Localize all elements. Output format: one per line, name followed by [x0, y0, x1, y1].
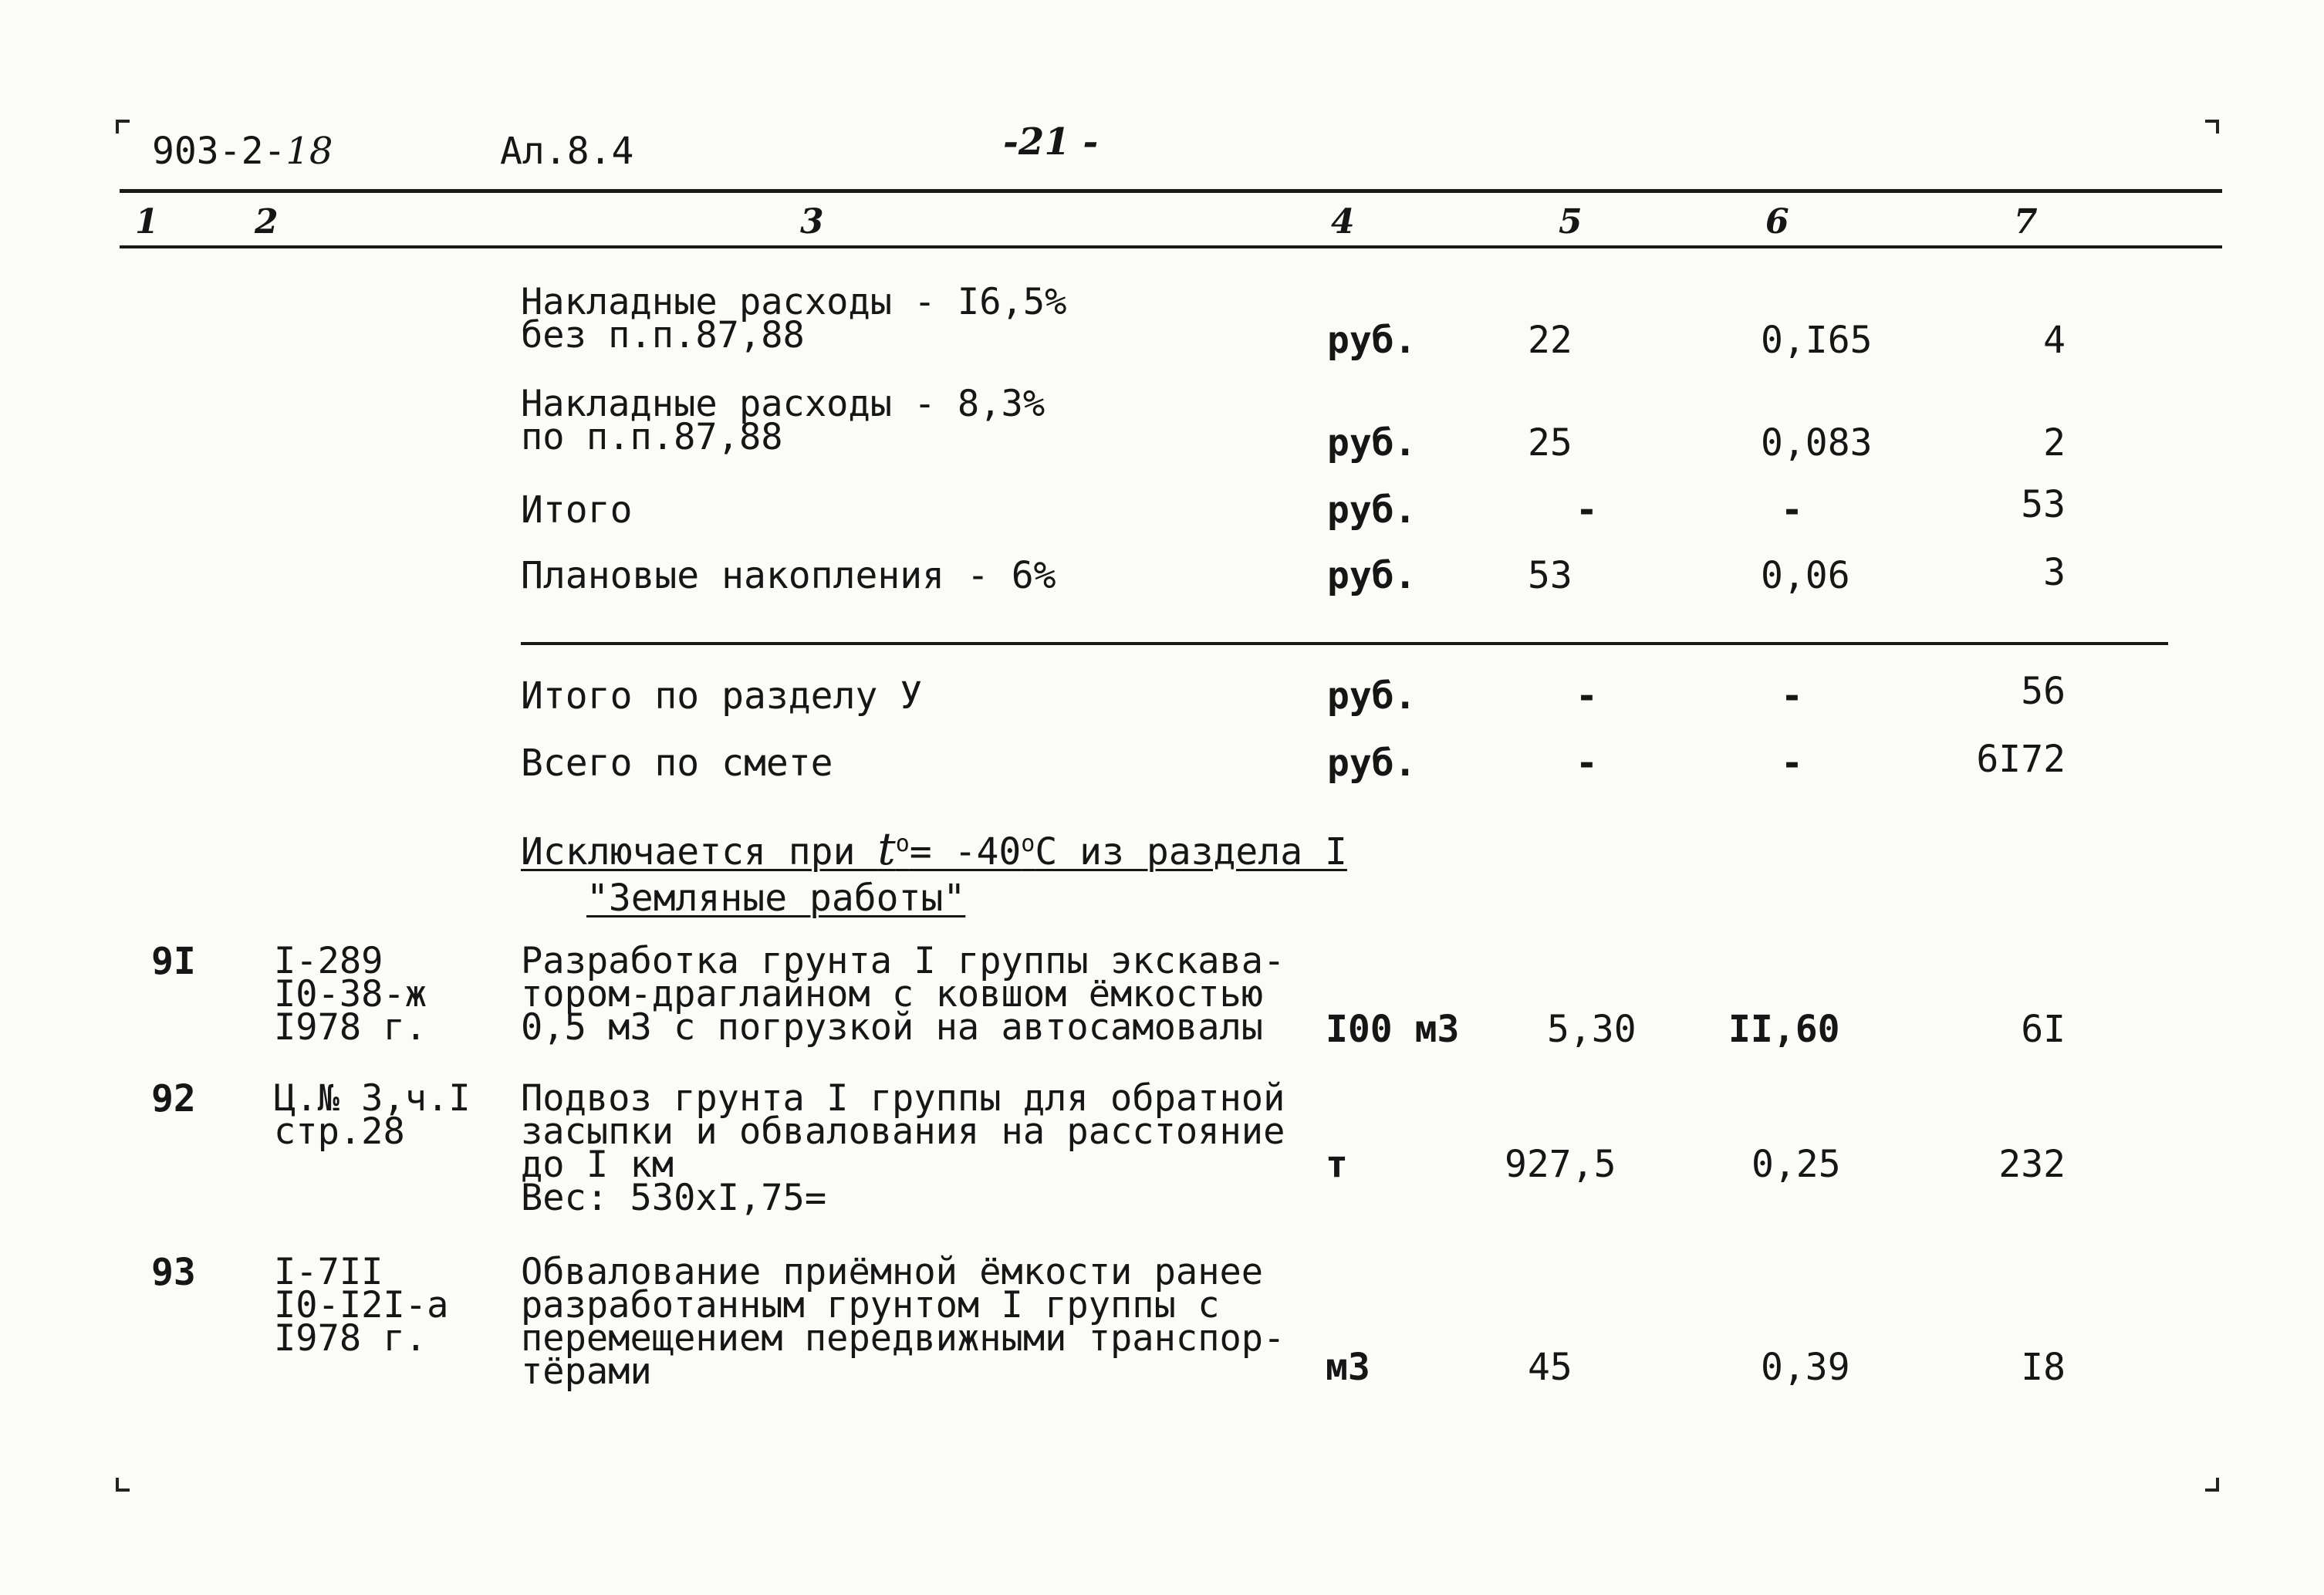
subtotal-rule [521, 642, 2168, 645]
header-rule-bottom [120, 245, 2222, 248]
item-price: 0,25 [1751, 1143, 1841, 1186]
row-unit: руб. [1327, 421, 1417, 465]
col-header-4: 4 [1331, 202, 1355, 242]
item-total: 232 [1998, 1143, 2066, 1186]
row-price: - [1781, 674, 1803, 718]
doc-code-handwritten: 18 [285, 130, 333, 173]
row-unit: руб. [1327, 319, 1417, 362]
col-header-3: 3 [800, 202, 824, 242]
corner-mark-top-right [2205, 120, 2219, 133]
row-total: 2 [2043, 421, 2066, 465]
row-price: 0,083 [1761, 421, 1873, 465]
row-unit: руб. [1327, 488, 1417, 532]
row-unit: руб. [1327, 674, 1417, 718]
row-qty: 22 [1528, 319, 1572, 362]
row-qty: - [1576, 488, 1598, 532]
row-price: - [1781, 742, 1803, 785]
row-total: 56 [2021, 670, 2066, 713]
row-total: 4 [2043, 319, 2066, 362]
corner-mark-top-left [116, 120, 130, 133]
item-price: II,60 [1728, 1008, 1840, 1051]
col-header-5: 5 [1559, 202, 1583, 242]
row-unit: руб. [1327, 554, 1417, 597]
row-price: 0,06 [1761, 554, 1850, 597]
row-total: 53 [2021, 483, 2066, 526]
row-total: 3 [2043, 551, 2066, 594]
corner-mark-bottom-left [116, 1478, 130, 1492]
row-total: 6I72 [1976, 738, 2066, 781]
item-description: Подвоз грунта I группы для обратной засыпки и обвалования на расстояние до I км Вес: 530хI,75= [521, 1077, 1285, 1219]
row-price: - [1781, 488, 1803, 532]
page-number: -21 - [1003, 120, 1099, 164]
col-header-2: 2 [255, 202, 279, 242]
item-description: Разработка грунта I группы экскава- тором-драглайном с ковшом ёмкостью 0,5 м3 с погрузкой на автосамовалы [521, 940, 1285, 1049]
row-qty: 25 [1528, 421, 1572, 465]
item-unit: м3 [1326, 1346, 1370, 1389]
col-header-6: 6 [1765, 202, 1789, 242]
doc-code-printed: 903-2- [152, 130, 286, 173]
header-rule-top [120, 189, 2222, 193]
item-number: 92 [151, 1077, 196, 1120]
row-qty: - [1576, 742, 1598, 785]
exclusion-heading: Исключается при $t^o= -40^oС$ из раздела I [521, 823, 1347, 875]
item-description: Обвалование приёмной ёмкости ранее разработанным грунтом I группы с перемещением передвижными транспор- тёрами [521, 1251, 1285, 1393]
doc-code [152, 130, 333, 173]
item-number: 9I [151, 940, 196, 983]
item-total: I8 [2021, 1346, 2066, 1389]
item-price: 0,39 [1761, 1346, 1850, 1389]
sheet-label: Ал.8.4 [500, 130, 634, 173]
row-text: Итого по разделу У [521, 674, 923, 718]
row-text: Всего по смете [521, 742, 833, 785]
item-total: 6I [2021, 1008, 2066, 1051]
item-qty: 927,5 [1505, 1143, 1616, 1186]
row-unit: руб. [1327, 742, 1417, 785]
item-unit: т [1326, 1143, 1348, 1186]
row-text: Итого [521, 488, 633, 532]
temperature-symbol: t [877, 823, 896, 875]
item-reference: Ц.№ 3,ч.I стр.28 [274, 1077, 471, 1153]
item-number: 93 [151, 1251, 196, 1294]
item-qty: 45 [1528, 1346, 1572, 1389]
item-qty: 5,30 [1547, 1008, 1637, 1051]
row-qty: - [1576, 674, 1598, 718]
row-qty: 53 [1528, 554, 1572, 597]
row-price: 0,I65 [1761, 319, 1873, 362]
col-header-1: 1 [135, 202, 159, 242]
exclusion-subheading: "Земляные работы" [586, 877, 966, 920]
corner-mark-bottom-right [2205, 1478, 2219, 1492]
item-unit: I00 м3 [1326, 1008, 1460, 1051]
row-text: Накладные расходы - 8,3% по п.п.87,88 [521, 383, 1045, 458]
col-header-7: 7 [2014, 202, 2038, 242]
item-reference: I-289 I0-38-ж I978 г. [274, 940, 427, 1049]
row-text: Плановые накопления - 6% [521, 554, 1056, 597]
item-reference: I-7II I0-I2I-а I978 г. [274, 1251, 449, 1360]
row-text: Накладные расходы - I6,5% без п.п.87,88 [521, 281, 1067, 357]
